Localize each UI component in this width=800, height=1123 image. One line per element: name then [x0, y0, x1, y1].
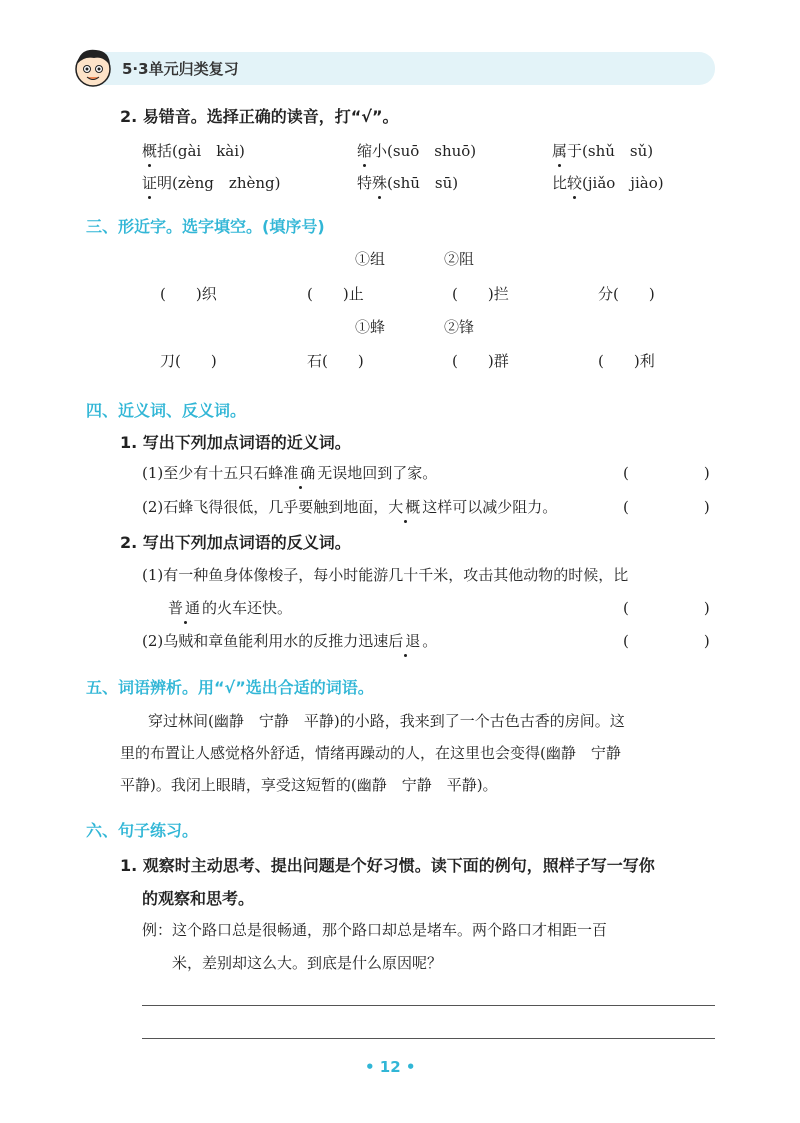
header-title: 5·3单元归类复习 [122, 60, 239, 78]
question-title-synonym: 1. 写出下列加点词语的近义词。 [120, 433, 351, 452]
answer-blank: ( ) [623, 498, 710, 516]
answer-blank: ( ) [623, 632, 710, 650]
sentence-item: (1)有一种鱼身体像梭子，每小时能游几十千米，攻击其他动物的时候，比 [142, 566, 629, 584]
question-title-observe: 1. 观察时主动思考、提出问题是个好习惯。读下面的例句，照样子写一写你 [120, 856, 655, 875]
section-title-sentence: 六、句子练习。 [86, 821, 199, 840]
option-label: ①蜂 [355, 318, 386, 336]
question-title-observe-cont: 的观察和思考。 [142, 889, 255, 908]
paragraph-line: 穿过林间(幽静 宁静 平静)的小路，我来到了一个古色古香的房间。这 [148, 712, 625, 730]
fill-blank-item: ( )织 [160, 285, 217, 303]
example-line: 例：这个路口总是很畅通，那个路口却总是堵车。两个路口才相距一百 [142, 921, 608, 939]
example-line: 米，差别却这么大。到底是什么原因呢？ [172, 954, 443, 972]
pinyin-item: 比较(jiǎo jiào) [552, 174, 664, 192]
fill-blank-item: 刀( ) [160, 352, 217, 370]
paragraph-line: 平静)。我闭上眼睛，享受这短暂的(幽静 宁静 平静)。 [120, 776, 498, 794]
sentence-item: (1)至少有十五只石蜂准确无误地回到了家。 [142, 464, 438, 482]
option-label: ①组 [355, 250, 386, 268]
paragraph-line: 里的布置让人感觉格外舒适，情绪再躁动的人，在这里也会变得(幽静 宁静 [120, 744, 621, 762]
answer-blank: ( ) [623, 464, 710, 482]
section-title-synonyms: 四、近义词、反义词。 [86, 401, 247, 420]
page-number: • 12 • [365, 1058, 416, 1076]
option-label: ②锋 [444, 318, 475, 336]
pinyin-item: 属于(shǔ sǔ) [552, 142, 654, 160]
answer-blank: ( ) [623, 599, 710, 617]
fill-blank-item: ( )群 [452, 352, 509, 370]
pinyin-item: 缩小(suō shuō) [357, 142, 477, 160]
fill-blank-item: 分( ) [598, 285, 655, 303]
question-title-misread: 2. 易错音。选择正确的读音，打“√”。 [120, 107, 399, 126]
answer-line[interactable] [142, 1038, 715, 1039]
sentence-item: (2)石蜂飞得很低，几乎要触到地面，大概这样可以减少阻力。 [142, 498, 558, 516]
section-title-similar-chars: 三、形近字。选字填空。(填序号) [86, 217, 325, 236]
mascot-icon [70, 44, 116, 90]
answer-line[interactable] [142, 1005, 715, 1006]
sentence-item: 普通的火车还快。 [168, 599, 293, 617]
pinyin-item: 概括(gài kài) [142, 142, 245, 160]
section-title-word-choice: 五、词语辨析。用“√”选出合适的词语。 [86, 678, 374, 697]
fill-blank-item: ( )止 [307, 285, 364, 303]
question-title-antonym: 2. 写出下列加点词语的反义词。 [120, 533, 351, 552]
fill-blank-item: 石( ) [307, 352, 364, 370]
fill-blank-item: ( )利 [598, 352, 655, 370]
sentence-item: (2)乌贼和章鱼能利用水的反推力迅速后退。 [142, 632, 438, 650]
pinyin-item: 特殊(shū sū) [357, 174, 459, 192]
pinyin-item: 证明(zèng zhèng) [142, 174, 281, 192]
option-label: ②阻 [444, 250, 475, 268]
fill-blank-item: ( )拦 [452, 285, 509, 303]
